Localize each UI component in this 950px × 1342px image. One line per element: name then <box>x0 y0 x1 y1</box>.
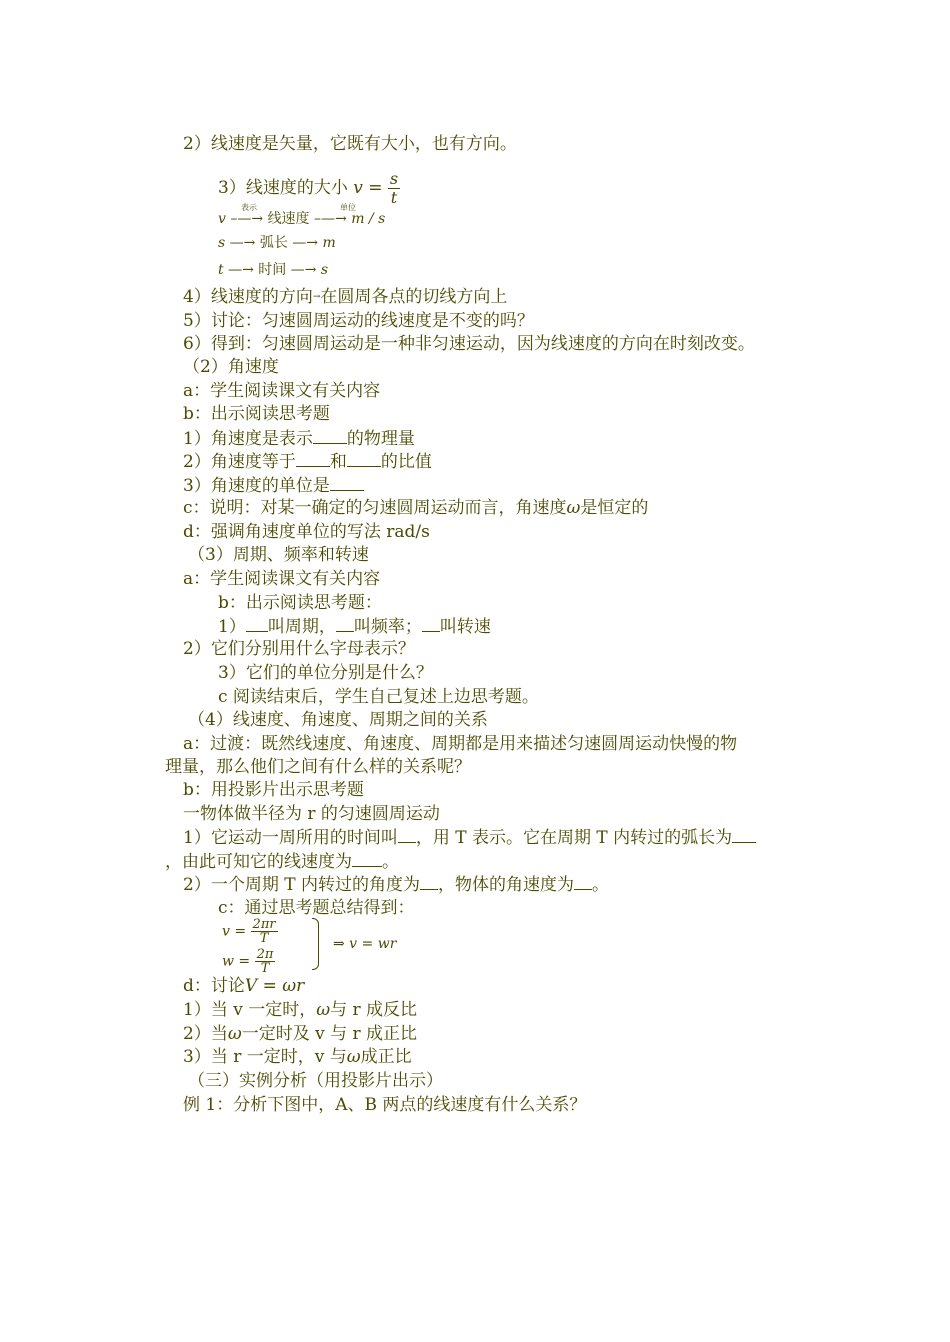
line-read-a: a：学生阅读课文有关内容 <box>183 381 381 401</box>
fraction-numerator: 2πr <box>252 917 276 932</box>
relation-question-1-cont <box>165 850 399 873</box>
direction-text: 在圆周各点的切线方向上 <box>320 287 508 307</box>
relation-q2-a: 2）一个周期 T 内转过的角度为 <box>183 875 420 895</box>
map-row-t <box>218 259 328 281</box>
line-discuss-formula <box>183 975 304 997</box>
blank <box>574 873 592 890</box>
fraction-denominator: T <box>260 961 270 976</box>
map-row-s <box>218 232 336 254</box>
blank <box>336 615 354 632</box>
arrow-icon: –—→ <box>230 211 264 227</box>
section-examples: （三）实例分析（用投影片出示） <box>188 1071 443 1091</box>
blank <box>246 615 268 632</box>
case-2 <box>183 1023 417 1045</box>
case-1-b: 与 r 成反比 <box>330 1000 418 1020</box>
map-v-meaning: 线速度 <box>267 211 310 227</box>
question-1-text: 1）角速度是表示 <box>183 429 313 449</box>
case-3-b: 成正比 <box>360 1047 412 1067</box>
omega-symbol: ω <box>227 1024 242 1044</box>
line-vector: 2）线速度是矢量，它既有大小，也有方向。 <box>183 134 517 154</box>
omega-symbol: ω <box>316 1000 331 1020</box>
arrow-icon: —→ <box>292 235 319 251</box>
arrow-icon: → <box>312 292 321 302</box>
fraction-numerator: 2π <box>256 947 274 962</box>
question-2-and: 和 <box>329 452 347 472</box>
question-2-end: 的比值 <box>380 452 432 472</box>
formula-v-fraction <box>251 918 278 945</box>
map-v-symbol: v <box>218 211 226 227</box>
discuss-label: d：讨论 <box>183 976 245 996</box>
fraction-numerator: s <box>389 169 399 188</box>
map-label-unit: 单位 <box>340 203 356 212</box>
case-1 <box>183 999 417 1021</box>
s-over-t-fraction <box>388 170 400 207</box>
map-s-symbol: s <box>218 235 226 251</box>
relation-q1-b: ，用 T 表示。它在周期 T 内转过的弧长为 <box>415 828 733 848</box>
map-t-unit: s <box>320 262 329 278</box>
blank <box>398 826 416 843</box>
relation-question-1 <box>183 826 756 849</box>
map-s-meaning: 弧长 <box>259 235 288 251</box>
relation-q1-a: 1）它运动一周所用的时间叫 <box>183 828 398 848</box>
blank <box>352 850 382 867</box>
line-transition: a：过渡：既然线速度、角速度、周期都是用来描述匀速圆周运动快慢的物 <box>183 734 738 754</box>
relation-q2-b: ，物体的角速度为 <box>437 875 574 895</box>
line-read-b2: b：出示阅读思考题： <box>218 593 382 613</box>
example-1: 例 1：分析下图中，A、B 两点的线速度有什么关系？ <box>183 1095 587 1115</box>
fraction-denominator: T <box>259 931 269 946</box>
line-summary: c：通过思考题总结得到： <box>218 898 415 918</box>
map-s-unit: m <box>322 235 336 251</box>
case-3 <box>183 1046 412 1068</box>
direction-label: 4）线速度的方向 <box>183 287 313 307</box>
blank <box>296 450 330 467</box>
case-2-b: 一定时及 v 与 r 成正比 <box>241 1024 418 1044</box>
question-2-text: 2）角速度等于 <box>183 452 296 472</box>
omega-symbol: ω <box>346 1047 361 1067</box>
case-1-a: 1）当 v 一定时， <box>183 1000 317 1020</box>
section-relation: （4）线速度、角速度、周期之间的关系 <box>188 710 488 730</box>
explain-end: 是恒定的 <box>580 498 649 518</box>
relation-q2-end: 。 <box>591 875 609 895</box>
fraction-denominator: t <box>390 188 398 207</box>
formula-w-left: w = <box>222 953 251 970</box>
line-read-a2: a：学生阅读课文有关内容 <box>183 569 381 589</box>
arrow-icon: —→ <box>229 235 256 251</box>
question-1-end: 的物理量 <box>346 429 415 449</box>
blank <box>732 826 756 843</box>
blank <box>330 474 364 491</box>
case-2-a: 2）当 <box>183 1024 228 1044</box>
map-t-symbol: t <box>218 262 224 278</box>
case-3-a: 3）当 r 一定时，v 与 <box>183 1047 347 1067</box>
line-read-b: b：出示阅读思考题 <box>183 404 330 424</box>
speed-magnitude-label: 3）线速度的大小 <box>218 178 348 198</box>
relation-q1-end: 。 <box>382 852 399 872</box>
period-q1-a: 叫周期， <box>267 617 336 637</box>
section-period: （3）周期、频率和转速 <box>188 545 369 565</box>
formula-w <box>222 948 275 975</box>
line-unit-emphasis: d：强调角速度单位的写法 rad/s <box>183 522 430 542</box>
period-q1-b: 叫频率； <box>353 617 422 637</box>
brace-icon <box>312 918 319 970</box>
line-explain <box>183 497 648 519</box>
arrow-icon: –—→ <box>314 211 347 227</box>
explain-text: c：说明：对某一确定的匀速圆周运动而言，角速度 <box>183 498 567 518</box>
period-q1-prefix: 1） <box>218 617 246 637</box>
line-conclusion: 6）得到：匀速圆周运动是一种非匀速运动，因为线速度的方向在时刻改变。 <box>183 334 755 354</box>
formula-v <box>222 918 278 945</box>
line-recap: c 阅读结束后，学生自己复述上边思考题。 <box>218 687 539 707</box>
section-angular-velocity: （2）角速度 <box>183 357 279 377</box>
period-question-1 <box>218 615 491 638</box>
v-equals: v = <box>353 178 383 198</box>
line-discuss: 5）讨论：匀速圆周运动的线速度是不变的吗？ <box>183 311 534 331</box>
formula-w-fraction <box>255 948 276 975</box>
blank <box>347 450 381 467</box>
formula-result: ⇒ v = wr <box>333 936 397 952</box>
arrow-icon: —→ <box>228 262 254 278</box>
blank <box>313 427 347 444</box>
line-projection: b：用投影片出示思考题 <box>183 780 364 800</box>
map-v-unit: m / s <box>351 211 386 227</box>
arrow-icon: —→ <box>290 262 317 278</box>
map-t-meaning: 时间 <box>258 262 287 278</box>
question-2 <box>183 450 432 473</box>
question-1 <box>183 427 415 450</box>
omega-symbol: ω <box>566 498 581 518</box>
period-question-3: 3）它们的单位分别是什么？ <box>218 663 433 683</box>
period-q1-c: 叫转速 <box>439 617 491 637</box>
line-transition-cont: 理量，那么他们之间有什么样的关系呢？ <box>165 757 471 777</box>
line-object: 一物体做半径为 r 的匀速圆周运动 <box>183 804 440 824</box>
relation-question-2 <box>183 873 609 896</box>
period-question-2: 2）它们分别用什么字母表示？ <box>183 639 415 659</box>
discuss-formula: V = ωr <box>244 976 305 996</box>
question-3 <box>183 474 364 497</box>
question-3-text: 3）角速度的单位是 <box>183 476 330 496</box>
blank <box>422 615 440 632</box>
line-direction <box>183 286 507 308</box>
formula-v-left: v = <box>222 923 247 940</box>
blank <box>420 873 438 890</box>
relation-q1-c: ，由此可知它的线速度为 <box>165 852 352 872</box>
map-label-represent: 表示 <box>241 203 257 212</box>
